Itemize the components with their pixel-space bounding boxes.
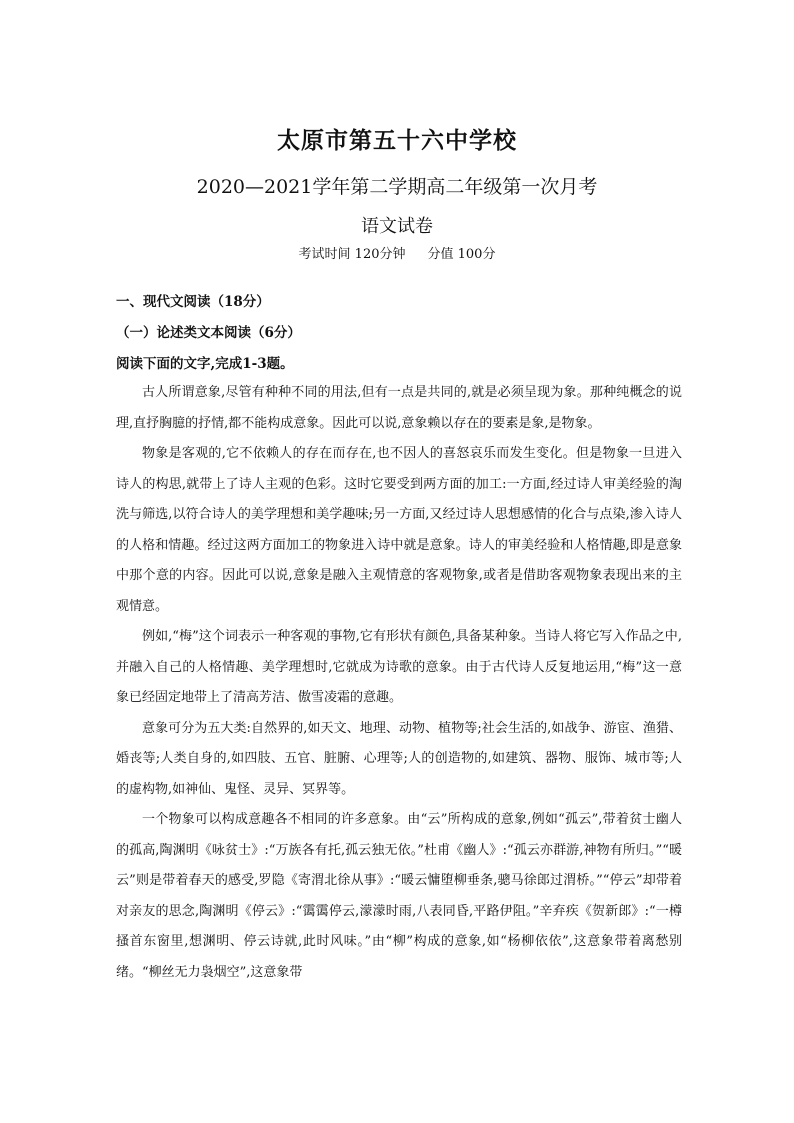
school-title: 太原市第五十六中学校 [277, 127, 517, 154]
exam-meta [0, 243, 794, 262]
reading-instruction: 阅读下面的文字,完成1-3题。 [116, 356, 294, 372]
reading-passage [116, 378, 682, 988]
passage-paragraph: 物象是客观的,它不依赖人的存在而存在,也不因人的喜怒哀乐而发生变化。但是物象一旦进入诗人的构思,就带上了诗人主观的色彩。这时它要受到两方面的加工:一方面,经过诗人审美经验的淘洗与筛选,以符合诗人的美学理想和美学趣味;另一方面,又经过诗人思想感情的化合与点染,渗入诗人的人格和情趣。经过这两方面加工的物象进入诗中就是意象。诗人的审美经验和人格情趣,即是意象中那个意的内容。因此可以说,意象是融入主观情意的客观物象,或者是借助客观物象表现出来的主观情意。 [116, 446, 682, 614]
subject-title: 语文试卷 [361, 216, 433, 237]
passage-paragraph: 意象可分为五大类:自然界的,如天文、地理、动物、植物等;社会生活的,如战争、游宦、渔猎、婚丧等;人类自身的,如四肢、五官、脏腑、心理等;人的创造物的,如建筑、器物、服饰、城市等;人的虚构物,如神仙、鬼怪、灵异、冥界等。 [116, 720, 682, 797]
exam-score: 分值 100分 [427, 247, 496, 262]
passage-paragraph: 例如,“梅”这个词表示一种客观的事物,它有形状有颜色,具备某种象。当诗人将它写入作品之中,并融入自己的人格情趣、美学理想时,它就成为诗歌的意象。由于古代诗人反复地运用,“梅”这一意象已经固定地带上了清高芳洁、傲雪凌霜的意趣。 [116, 629, 682, 705]
subsection-heading: （一）论述类文本阅读（6分） [116, 325, 301, 341]
passage-paragraph: 古人所谓意象,尽管有种种不同的用法,但有一点是共同的,就是必须呈现为象。那种纯概念的说理,直抒胸臆的抒情,都不能构成意象。因此可以说,意象赖以存在的要素是象,是物象。 [116, 385, 682, 431]
section-heading: 一、现代文阅读（18分） [116, 294, 270, 310]
exam-title: 2020—2021学年第二学期高二年级第一次月考 [196, 176, 598, 198]
passage-paragraph: 一个物象可以构成意趣各不相同的许多意象。由“云”所构成的意象,例如“孤云”,带着贫士幽人的孤高,陶渊明《咏贫士》:“万族各有托,孤云独无依。”杜甫《幽人》:“孤云亦群游,神物有所归。”“暖云”则是带着春天的感受,罗隐《寄渭北徐从事》:“暖云慵堕柳垂条,骢马徐郎过渭桥。”“停云”却带着对亲友的思念,陶渊明《停云》:“霭霭停云,濛濛时雨,八表同昏,平路伊阻。”辛弃疾《贺新郎》:“一樽搔首东窗里,想渊明、停云诗就,此时风味。”由“柳”构成的意象,如“杨柳依依”,这意象带着离愁别绪。“柳丝无力袅烟空”,这意象带 [116, 812, 682, 980]
exam-time: 考试时间 120分钟 [298, 247, 406, 262]
